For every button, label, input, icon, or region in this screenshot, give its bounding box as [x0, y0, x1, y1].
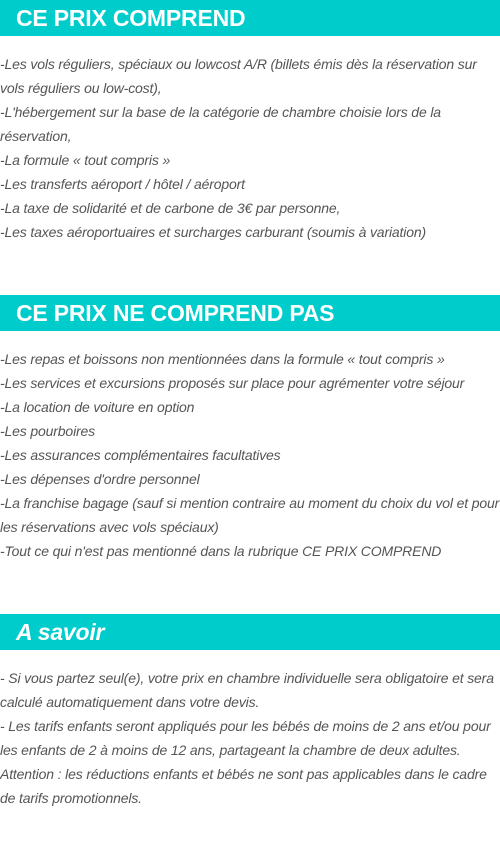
section-header: [0, 0, 500, 36]
section-title: CE PRIX NE COMPREND PAS: [16, 299, 335, 326]
list-item: -Les transferts aéroport / hôtel / aéroport: [0, 176, 245, 192]
list-item: - Si vous partez seul(e), votre prix en chambre individuelle sera obligatoire et sera calculé automatiquement dans votre devis.: [0, 670, 494, 710]
list-item: -L'hébergement sur la base de la catégorie de chambre choisie lors de la réservation,: [0, 104, 441, 144]
list-item: - Les tarifs enfants seront appliqués pour les bébés de moins de 2 ans et/ou pour les enfants de 2 à moins de 12 ans, partageant la chambre de deux adultes.: [0, 718, 491, 758]
list-item: -Tout ce qui n'est pas mentionné dans la rubrique CE PRIX COMPREND: [0, 543, 442, 559]
section-body: [0, 36, 500, 244]
list-item: -La location de voiture en option: [0, 399, 195, 415]
list-item: -La formule « tout compris »: [0, 152, 171, 168]
list-item: -Les services et excursions proposés sur place pour agrémenter votre séjour: [0, 375, 465, 391]
section-header: [0, 295, 500, 331]
section-good-to-know: [0, 614, 500, 810]
list-item: -Les vols réguliers, spéciaux ou lowcost A/R (billets émis dès la réservation sur vols réguliers ou low-cost),: [0, 56, 477, 96]
list-item: -La franchise bagage (sauf si mention contraire au moment du choix du vol et pour les réservations avec vols spéciaux): [0, 495, 500, 535]
list-item: -Les repas et boissons non mentionnées dans la formule « tout compris »: [0, 351, 445, 367]
list-item: -Les taxes aéroportuaires et surcharges carburant (soumis à variation): [0, 224, 427, 240]
section-not-included: [0, 295, 500, 563]
list-item: Attention : les réductions enfants et bébés ne sont pas applicables dans le cadre de tarifs promotionnels.: [0, 766, 487, 806]
section-included: [0, 0, 500, 244]
list-item: -Les pourboires: [0, 423, 96, 439]
section-title: A savoir: [16, 618, 105, 645]
section-header: [0, 614, 500, 650]
section-body: [0, 331, 500, 563]
section-body: [0, 650, 500, 810]
list-item: -Les dépenses d'ordre personnel: [0, 471, 200, 487]
section-title: CE PRIX COMPREND: [16, 4, 246, 31]
list-item: -La taxe de solidarité et de carbone de 3€ par personne,: [0, 200, 341, 216]
list-item: -Les assurances complémentaires facultatives: [0, 447, 281, 463]
